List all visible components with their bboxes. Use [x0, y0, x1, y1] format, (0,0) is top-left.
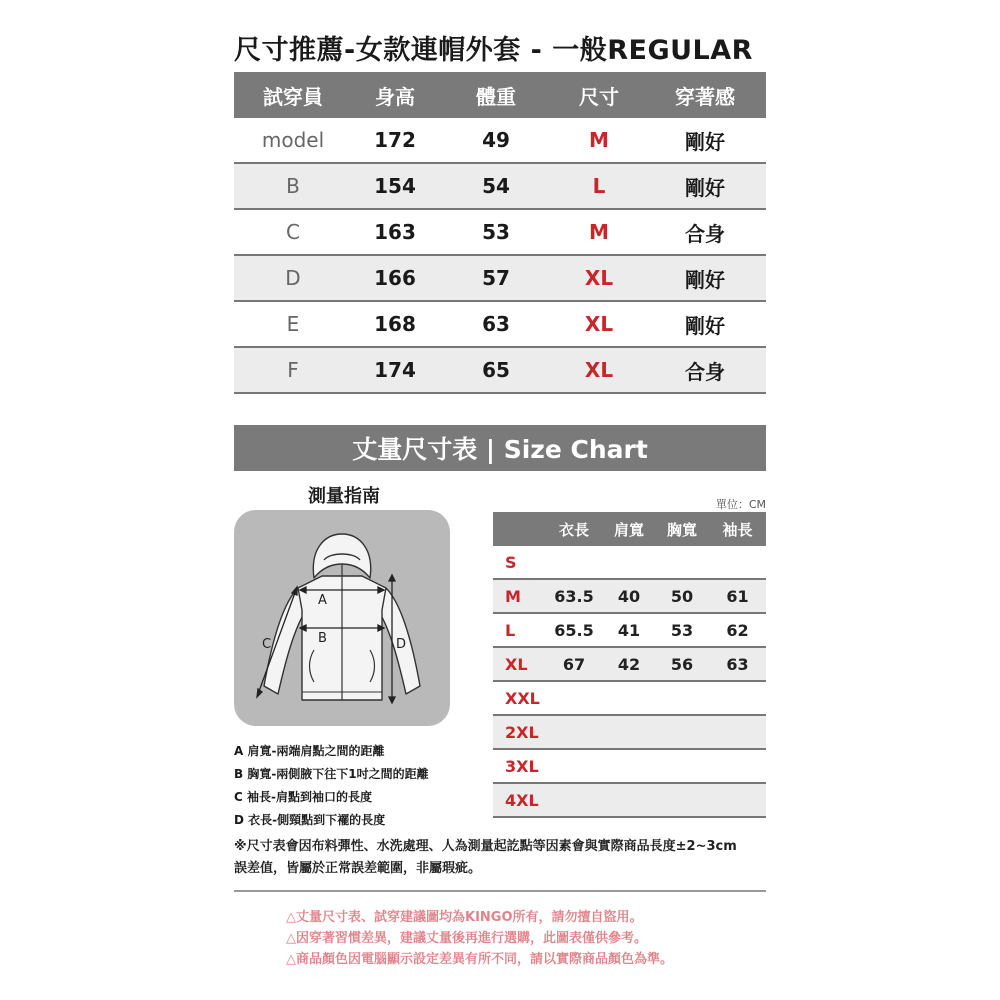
header-height: 身高	[375, 84, 415, 109]
unit-label: 單位：CM	[715, 498, 766, 511]
table-row	[234, 256, 766, 302]
shoulder-cell: 42	[617, 654, 641, 674]
table-row	[493, 614, 766, 648]
jacket-diagram	[234, 510, 450, 726]
size-cell: 2XL	[505, 722, 539, 742]
table-row	[234, 210, 766, 256]
sleeve-cell	[709, 750, 766, 782]
size-cell: S	[505, 552, 517, 572]
chest-cell	[655, 546, 709, 578]
hoodie-illustration	[234, 510, 450, 726]
shoulder-cell	[603, 682, 655, 714]
tester-cell: B	[286, 174, 300, 198]
header-shoulder: 肩寬	[613, 520, 644, 539]
tester-cell: E	[286, 312, 300, 336]
chest-cell	[655, 784, 709, 816]
label-c: C	[262, 637, 272, 652]
header-sleeve: 袖長	[722, 520, 753, 539]
chest-cell	[655, 716, 709, 748]
page-title: 尺寸推薦-女款連帽外套 - 一般REGULAR	[234, 35, 753, 66]
weight-cell: 57	[482, 266, 510, 290]
header-fit: 穿著感	[675, 84, 735, 109]
table-row	[493, 716, 766, 750]
size-cell: XL	[584, 266, 614, 290]
shoulder-cell	[603, 546, 655, 578]
fit-cell: 合身	[685, 221, 725, 246]
table-row	[493, 784, 766, 818]
measurement-table	[493, 512, 766, 818]
fit-cell: 合身	[685, 359, 725, 384]
header-tester: 試穿員	[263, 84, 323, 109]
size-cell: XXL	[505, 688, 540, 708]
size-cell: L	[505, 620, 516, 640]
tester-cell: D	[285, 266, 301, 290]
height-cell: 163	[374, 220, 416, 244]
table-row	[493, 648, 766, 682]
shoulder-cell: 41	[617, 620, 641, 640]
legend-item-b: B 胸寬-兩側腋下往下1吋之間的距離	[234, 767, 429, 781]
measurement-table-header	[493, 512, 766, 546]
sleeve-cell	[709, 682, 766, 714]
fit-cell: 剛好	[685, 129, 725, 154]
fit-recommendation-table	[234, 72, 766, 394]
height-cell: 166	[374, 266, 416, 290]
sleeve-cell: 62	[726, 620, 749, 640]
length-cell	[545, 682, 603, 714]
sleeve-cell	[709, 784, 766, 816]
divider	[234, 890, 766, 892]
header-size: 尺寸	[579, 84, 619, 109]
shoulder-cell: 40	[617, 586, 641, 606]
height-cell: 174	[374, 358, 416, 382]
disclaimer-color: △商品顏色因電腦顯示設定差異有所不同，請以實際商品顏色為準。	[286, 952, 673, 967]
length-cell	[545, 784, 603, 816]
label-b: B	[318, 631, 327, 646]
chest-cell: 56	[670, 654, 694, 674]
length-cell	[545, 750, 603, 782]
measurement-guide-title: 測量指南	[308, 486, 380, 507]
height-cell: 168	[374, 312, 416, 336]
weight-cell: 49	[482, 128, 510, 152]
length-cell: 67	[562, 654, 586, 674]
size-cell: XL	[584, 358, 614, 382]
size-chart-banner: 丈量尺寸表 | Size Chart	[234, 425, 766, 471]
weight-cell: 53	[482, 220, 510, 244]
legend-item-a: A 肩寬-兩端肩點之間的距離	[234, 744, 385, 758]
sleeve-cell: 63	[726, 654, 749, 674]
chest-cell: 53	[670, 620, 694, 640]
shoulder-cell	[603, 716, 655, 748]
fit-cell: 剛好	[685, 175, 725, 200]
table-row	[493, 750, 766, 784]
size-cell: M	[589, 128, 609, 152]
weight-cell: 65	[482, 358, 510, 382]
fit-table-header	[234, 72, 766, 118]
label-d: D	[396, 637, 407, 652]
tester-cell: model	[261, 128, 325, 152]
disclaimer-copyright: △丈量尺寸表、試穿建議圖均為KINGO所有，請勿擅自盜用。	[286, 910, 643, 925]
weight-cell: 63	[482, 312, 510, 336]
length-cell: 65.5	[554, 620, 594, 640]
fit-cell: 剛好	[685, 313, 725, 338]
sleeve-cell: 61	[726, 586, 749, 606]
header-weight: 體重	[476, 84, 516, 109]
chest-cell	[655, 750, 709, 782]
shoulder-cell	[603, 750, 655, 782]
table-row	[234, 164, 766, 210]
table-row	[234, 118, 766, 164]
header-chest: 胸寬	[666, 520, 697, 539]
legend-item-c: C 袖長-肩點到袖口的長度	[234, 790, 372, 804]
length-cell	[545, 546, 603, 578]
header-length: 衣長	[558, 520, 589, 539]
fit-cell: 剛好	[685, 267, 725, 292]
size-cell: XL	[505, 654, 528, 674]
size-cell: XL	[584, 312, 614, 336]
table-row	[234, 302, 766, 348]
header-size	[493, 512, 545, 546]
disclaimer-reference: △因穿著習慣差異，建議丈量後再進行選購，此圖表僅供參考。	[286, 931, 647, 946]
sleeve-cell	[709, 546, 766, 578]
tester-cell: C	[286, 220, 300, 244]
legend-item-d: D 衣長-側頸點到下襬的長度	[234, 813, 386, 827]
shoulder-cell	[603, 784, 655, 816]
size-cell: 3XL	[505, 756, 539, 776]
size-cell: L	[592, 174, 606, 198]
size-cell: M	[505, 586, 521, 606]
chest-cell: 50	[670, 586, 694, 606]
weight-cell: 54	[482, 174, 510, 198]
sleeve-cell	[709, 716, 766, 748]
size-cell: M	[589, 220, 609, 244]
length-cell	[545, 716, 603, 748]
length-cell: 63.5	[554, 586, 594, 606]
height-cell: 172	[374, 128, 416, 152]
height-cell: 154	[374, 174, 416, 198]
chest-cell	[655, 682, 709, 714]
tolerance-note-line-2: 誤差值，皆屬於正常誤差範圍，非屬瑕疵。	[234, 861, 482, 876]
size-cell: 4XL	[505, 790, 539, 810]
table-row	[493, 682, 766, 716]
table-row	[493, 580, 766, 614]
table-row	[493, 546, 766, 580]
tolerance-note-line-1: ※尺寸表會因布料彈性、水洗處理、人為測量起訖點等因素會與實際商品長度±2~3cm	[234, 839, 737, 854]
table-row	[234, 348, 766, 394]
tester-cell: F	[287, 358, 299, 382]
label-a: A	[318, 593, 327, 608]
